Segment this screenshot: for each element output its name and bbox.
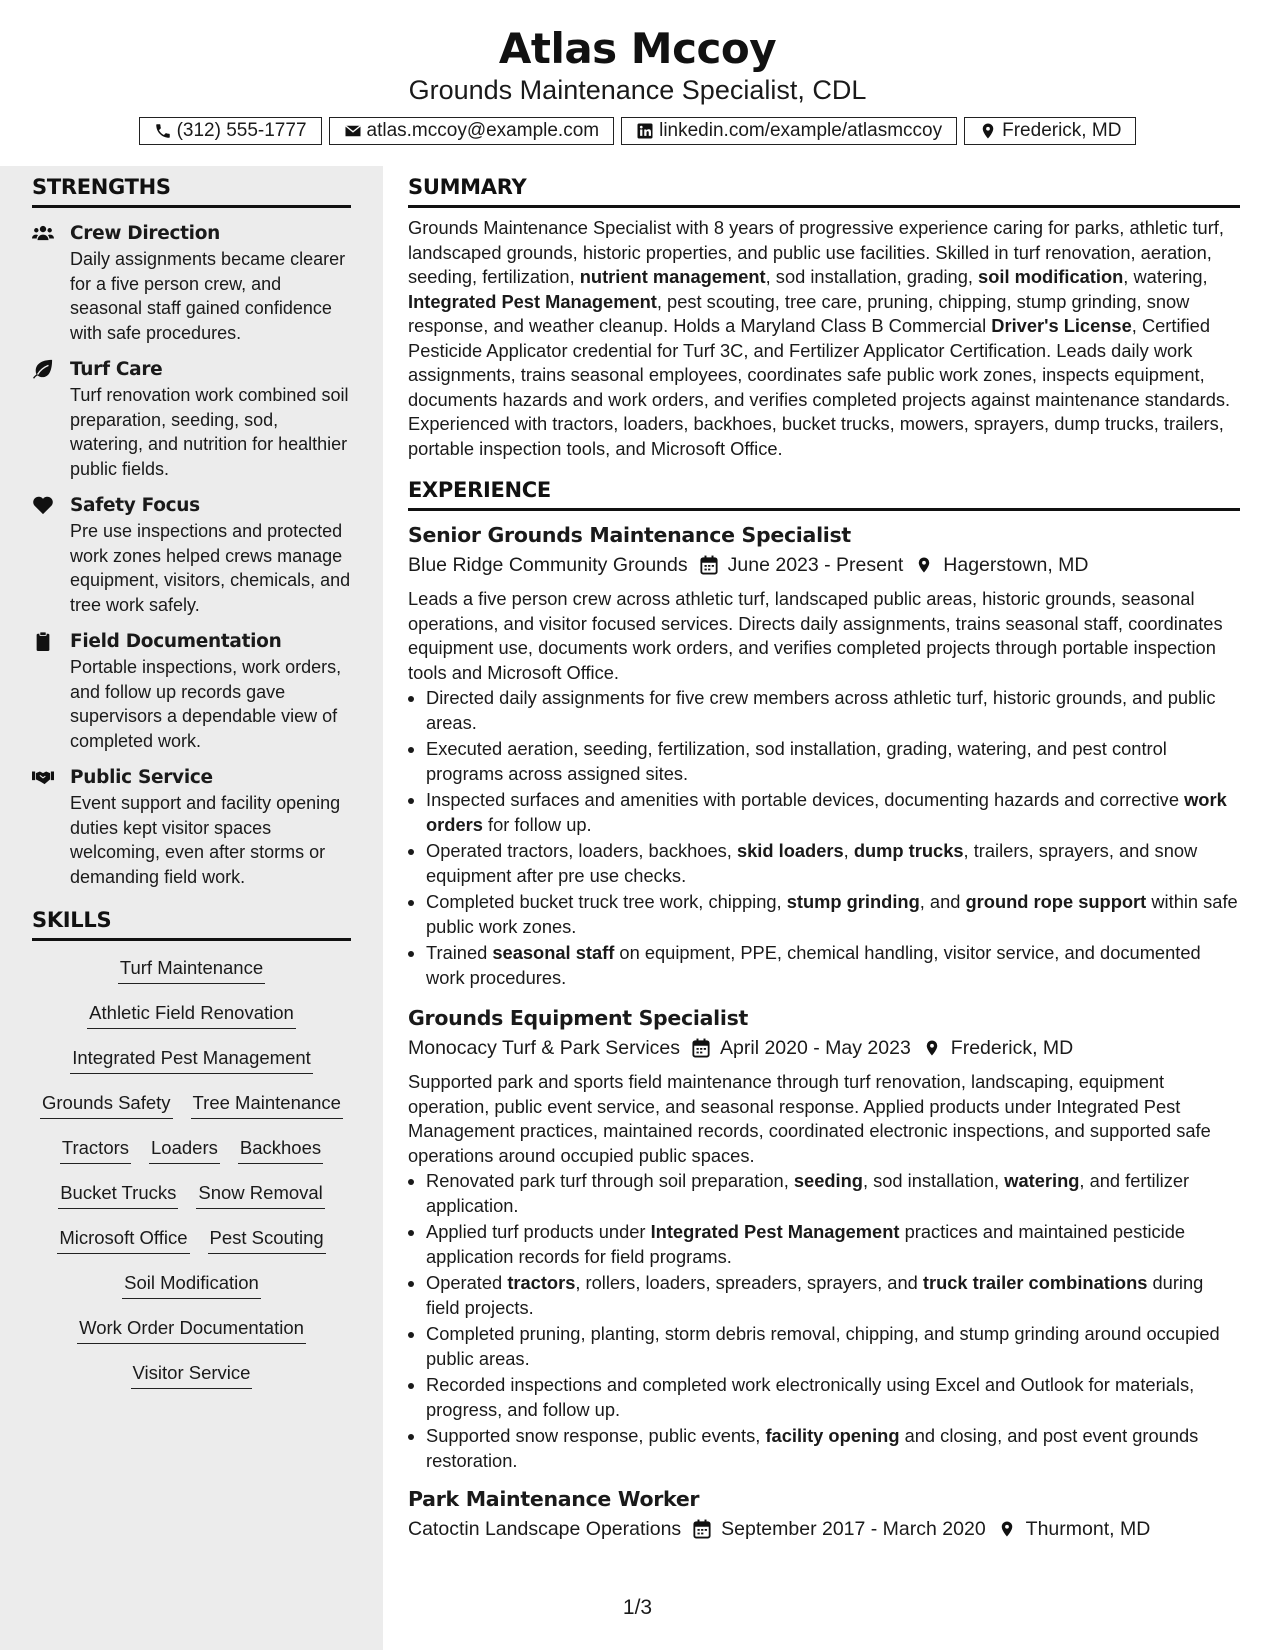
strength-desc: Event support and facility opening duties kept visitor spaces welcoming, even after storms or demanding field work. [70,793,341,887]
job-dates: June 2023 - Present [727,554,904,576]
skill-tag: Backhoes [238,1135,323,1164]
bullet-item: • Executed aeration, seeding, fertilization, sod installation, grading, watering, and pest control programs across assigned sites. [426,737,1240,786]
linkedin-chip[interactable] [621,117,957,145]
strength-desc: Pre use inspections and protected work zones helped crews manage equipment, visitors, chemicals, and tree work safely. [70,521,351,615]
job-entry [408,1485,1240,1543]
phone-chip[interactable] [139,117,322,145]
bullet-item: • Completed pruning, planting, storm debris removal, chipping, and stump grinding around occupied public areas. [426,1322,1240,1371]
job-title: Park Maintenance Worker [408,1487,700,1511]
skill-tag: Integrated Pest Management [70,1045,313,1074]
bullet-item: • Supported snow response, public events, facility opening and closing, and post event grounds restoration. [426,1424,1240,1473]
strength-title: Safety Focus [70,495,200,516]
strength-title: Public Service [70,767,213,788]
map-pin-icon [979,122,997,140]
email-text: atlas.mccoy@example.com [366,120,600,141]
skill-tag: Visitor Service [131,1360,253,1389]
strength-desc: Portable inspections, work orders, and follow up records gave supervisors a dependable view of completed work. [70,657,342,751]
job-location: Frederick, MD [950,1037,1074,1059]
linkedin-icon [636,122,654,140]
strength-title: Turf Care [70,359,163,380]
strength-title: Field Documentation [70,631,282,652]
clipboard-icon [32,631,54,651]
bullet-item: • Applied turf products under Integrated Pest Management practices and maintained pesticide application records for field programs. [426,1220,1240,1269]
skill-tag: Work Order Documentation [77,1315,306,1344]
job-title: Senior Grounds Maintenance Specialist [408,523,851,547]
job-meta [408,1034,1240,1062]
envelope-icon [344,122,362,140]
skills-heading: SKILLS [32,907,351,941]
email-chip[interactable] [329,117,615,145]
sidebar [0,166,383,1650]
contact-bar [0,117,1275,145]
bullet-item: • Renovated park turf through soil preparation, seeding, sod installation, watering, and fertilizer application. [426,1169,1240,1218]
skill-tag: Pest Scouting [208,1225,326,1254]
phone-icon [154,122,172,140]
job-meta [408,1515,1240,1543]
job-location: Hagerstown, MD [943,554,1089,576]
bullet-item: • Inspected surfaces and amenities with portable devices, documenting hazards and corrective work orders for follow up. [426,788,1240,837]
bullet-item: • Operated tractors, loaders, backhoes, skid loaders, dump trucks, trailers, sprayers, and snow equipment after pre use checks. [426,839,1240,888]
map-pin-icon [915,555,933,575]
page-number: 1/3 [622,1596,653,1619]
job-dates: September 2017 - March 2020 [721,1518,986,1540]
summary-text: Grounds Maintenance Specialist with 8 years of progressive experience caring for parks, athletic turf, landscaped grounds, historic properties, and public use facilities. Skilled in turf renovation, aeration, seeding, fertilization, nutrient management, sod installation, grading, soil modification, watering, Integrated Pest Management, pest scouting, tree care, pruning, chipping, stump grinding, snow response, and weather cleanup. Holds a Maryland Class B Commercial Driver's License, Certified Pesticide Applicator credential for Turf 3C, and Fertilizer Applicator Certification. Leads daily work assignments, trains seasonal employees, coordinates safe public work zones, inspects equipment, documents hazards and work orders, and verifies completed projects against maintenance standards. Experienced with tractors, loaders, backhoes, bucket trucks, mowers, sprayers, dump trucks, trailers, portable inspection tools, and Microsoft Office. [408,217,1231,459]
bullet-item: • Operated tractors, rollers, loaders, spreaders, sprayers, and truck trailer combinations during field projects. [426,1271,1240,1320]
handshake-icon [32,767,54,787]
skill-tag: Tractors [60,1135,131,1164]
job-entry [408,521,1240,990]
heart-icon [32,495,54,515]
skill-tag: Turf Maintenance [118,955,265,984]
map-pin-icon [998,1519,1016,1539]
job-company: Monocacy Turf & Park Services [408,1037,681,1059]
strength-item [32,357,351,481]
linkedin-text: linkedin.com/example/atlasmccoy [659,120,943,141]
skills-list [32,955,351,1405]
job-description: Leads a five person crew across athletic turf, landscaped public areas, historic grounds, seasonal operations, and visitor focused services. Directs daily assignments, trains seasonal staff, coordinates equipment use, documents work orders, and verifies completed projects through portable inspection tools and Microsoft Office. [408,588,1223,683]
strengths-heading: STRENGTHS [32,174,351,208]
skill-tag: Soil Modification [122,1270,261,1299]
location-chip [964,117,1136,145]
main-content [408,166,1240,1543]
job-entry [408,1004,1240,1473]
map-pin-icon [923,1038,941,1058]
job-description: Supported park and sports field maintenance through turf renovation, landscaping, equipment operation, public event service, and seasonal response. Applied products under Integrated Pest Management practices, maintained records, coordinated electronic inspections, and supported safe operations around occupied public spaces. [408,1071,1211,1166]
job-title: Grounds Equipment Specialist [408,1006,749,1030]
location-text: Frederick, MD [1002,120,1122,141]
strength-desc: Turf renovation work combined soil preparation, seeding, sod, watering, and nutrition for healthier public fields. [70,385,349,479]
candidate-name: Atlas Mccoy [498,24,777,73]
calendar-icon [692,1038,710,1058]
strength-item [32,629,351,753]
skill-tag: Bucket Trucks [58,1180,178,1209]
job-company: Blue Ridge Community Grounds [408,554,688,576]
calendar-icon [693,1519,711,1539]
strength-title: Crew Direction [70,223,220,244]
resume-header [0,0,1275,145]
strength-item [32,221,351,345]
job-location: Thurmont, MD [1025,1518,1151,1540]
job-company: Catoctin Landscape Operations [408,1518,682,1540]
candidate-title: Grounds Maintenance Specialist, CDL [408,75,867,105]
leaf-icon [32,359,54,379]
calendar-icon [700,555,718,575]
bullet-item: • Trained seasonal staff on equipment, PPE, chemical handling, visitor service, and documented work procedures. [426,941,1240,990]
experience-heading: EXPERIENCE [408,477,1240,511]
summary-heading: SUMMARY [408,174,1240,208]
strength-desc: Daily assignments became clearer for a five person crew, and seasonal staff gained confidence with safe procedures. [70,249,346,343]
skill-tag: Tree Maintenance [191,1090,343,1119]
skill-tag: Athletic Field Renovation [87,1000,296,1029]
bullet-item: • Directed daily assignments for five crew members across athletic turf, historic grounds, and public areas. [426,686,1240,735]
sidebar-content [32,166,351,1405]
job-meta [408,551,1240,579]
bullet-item: • Completed bucket truck tree work, chipping, stump grinding, and ground rope support within safe public work zones. [426,890,1240,939]
strength-item [32,493,351,617]
bullet-item: • Recorded inspections and completed work electronically using Excel and Outlook for materials, progress, and follow up. [426,1373,1240,1422]
job-bullets [408,686,1240,990]
skill-tag: Loaders [149,1135,220,1164]
job-bullets [408,1169,1240,1473]
phone-text: (312) 555-1777 [176,120,307,141]
users-icon [32,223,54,243]
skill-tag: Microsoft Office [57,1225,189,1254]
skill-tag: Snow Removal [196,1180,324,1209]
job-dates: April 2020 - May 2023 [720,1037,911,1059]
strength-item [32,765,351,889]
skill-tag: Grounds Safety [40,1090,173,1119]
